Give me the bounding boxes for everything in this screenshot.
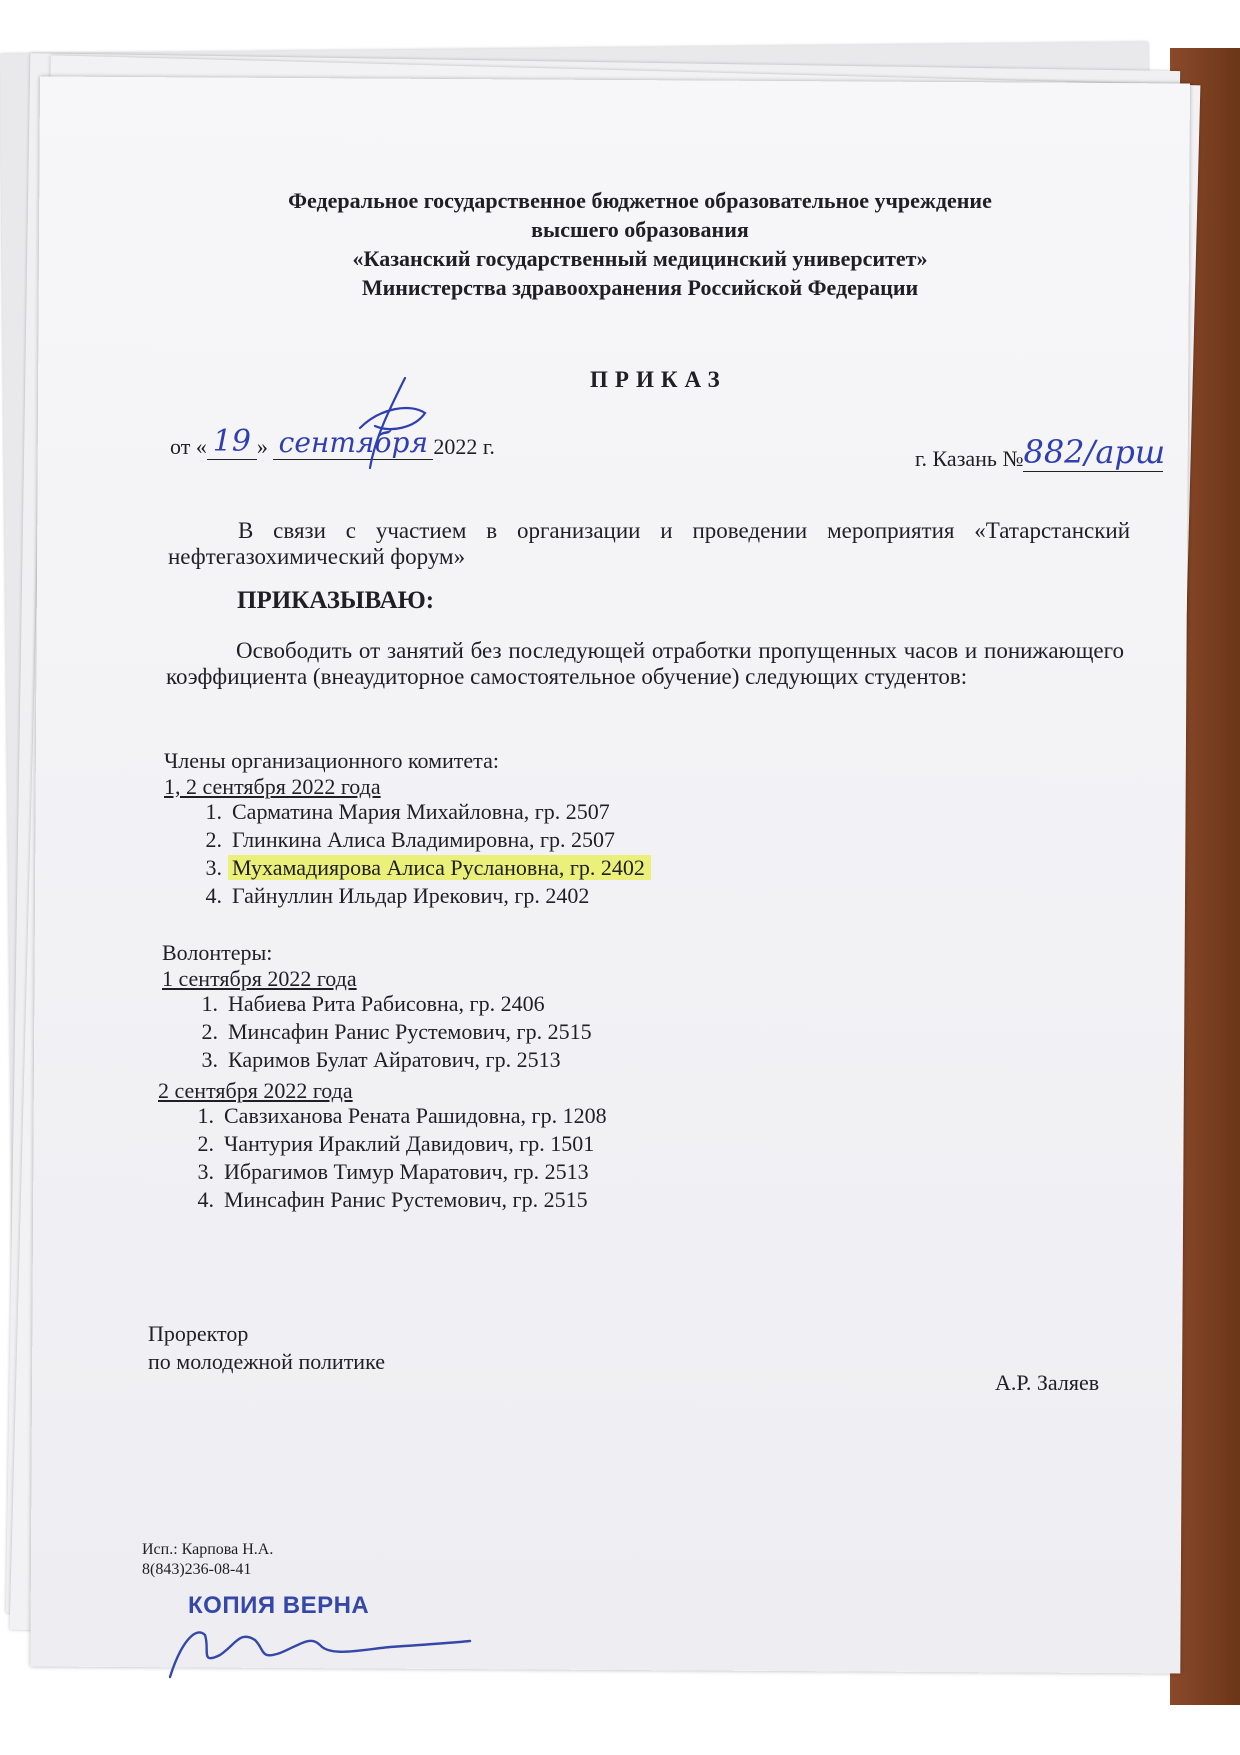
date-signature-mark <box>330 368 440 478</box>
executor-phone: 8(843)236-08-41 <box>142 1561 252 1578</box>
order-city-number <box>915 433 1166 472</box>
list-item: 3. Ибрагимов Тимур Маратович, гр. 2513 <box>197 1159 589 1184</box>
certified-copy-stamp: КОПИЯ ВЕРНА <box>188 1592 370 1619</box>
volunteers-day2-date: 2 сентября 2022 года <box>158 1078 353 1103</box>
volunteers-day1-date: 1 сентября 2022 года <box>162 966 357 991</box>
header-line-2: высшего образования <box>531 217 749 242</box>
order-title: ПРИКАЗ <box>590 367 727 392</box>
header-line-4: Министерства здравоохранения Российской Федерации <box>361 275 919 300</box>
list-item: 2. Минсафин Ранис Рустемович, гр. 2515 <box>201 1019 592 1044</box>
signatory-name: А.Р. Заляев <box>995 1370 1100 1395</box>
date-month: сентября <box>273 426 433 460</box>
volunteers-day2-list <box>178 1102 607 1214</box>
committee-label: Члены организационного комитета: <box>164 748 499 773</box>
executor-info <box>142 1540 273 1580</box>
institution-header <box>120 186 1160 302</box>
list-item: 3. Каримов Булат Айратович, гр. 2513 <box>201 1047 561 1072</box>
list-item: 2. Глинкина Алиса Владимировна, гр. 2507 <box>205 827 616 852</box>
intro-text: В связи с участием в организации и проведении мероприятия «Татарстанский нефтегазохимический форум» <box>168 518 1130 569</box>
page-margin <box>0 1705 1240 1755</box>
list-item: 1. Савзиханова Рената Рашидовна, гр. 1208 <box>197 1103 607 1128</box>
list-item: 4. Гайнуллин Ильдар Ирекович, гр. 2402 <box>205 883 590 908</box>
highlighted-name: Мухамадиярова Алиса Руслановна, гр. 2402 <box>228 855 651 880</box>
release-text: Освободить от занятий без последующей отработки пропущенных часов и понижающего коэффициента (внеаудиторное самостоятельное обучение) следующих студентов: <box>166 638 1124 689</box>
volunteers-day1-list <box>182 990 592 1074</box>
orders-word: ПРИКАЗЫВАЮ: <box>237 587 435 614</box>
list-item-highlighted: 3. Мухамадиярова Алиса Руслановна, гр. 2402 <box>186 854 651 882</box>
committee-list <box>186 798 651 910</box>
date-prefix: от « <box>170 434 207 459</box>
header-line-3: «Казанский государственный медицинский университет» <box>352 246 928 271</box>
date-day: 19 <box>207 424 257 460</box>
list-item: 1. Набиева Рита Рабисовна, гр. 2406 <box>201 991 545 1016</box>
stamp-signature-mark <box>160 1605 480 1685</box>
list-item: 4. Минсафин Ранис Рустемович, гр. 2515 <box>197 1187 588 1212</box>
date-year: 2022 г. <box>433 434 495 459</box>
order-number: 882/арш <box>1023 433 1166 471</box>
volunteers-label: Волонтеры: <box>162 940 273 965</box>
committee-date: 1, 2 сентября 2022 года <box>164 774 381 799</box>
position-line-1: Проректор <box>148 1321 249 1346</box>
list-item: 1. Сарматина Мария Михайловна, гр. 2507 <box>205 799 610 824</box>
release-paragraph <box>166 638 1124 690</box>
date-mid: » <box>256 434 268 459</box>
intro-paragraph <box>168 518 1130 570</box>
executor-label: Исп.: Карпова Н.А. <box>142 1541 274 1558</box>
city-label: г. Казань № <box>915 446 1024 471</box>
header-line-1: Федеральное государственное бюджетное образовательное учреждение <box>288 188 992 213</box>
list-item: 2. Чантурия Ираклий Давидович, гр. 1501 <box>197 1131 595 1156</box>
position-line-2: по молодежной политике <box>148 1349 385 1374</box>
signatory-position <box>148 1320 385 1376</box>
